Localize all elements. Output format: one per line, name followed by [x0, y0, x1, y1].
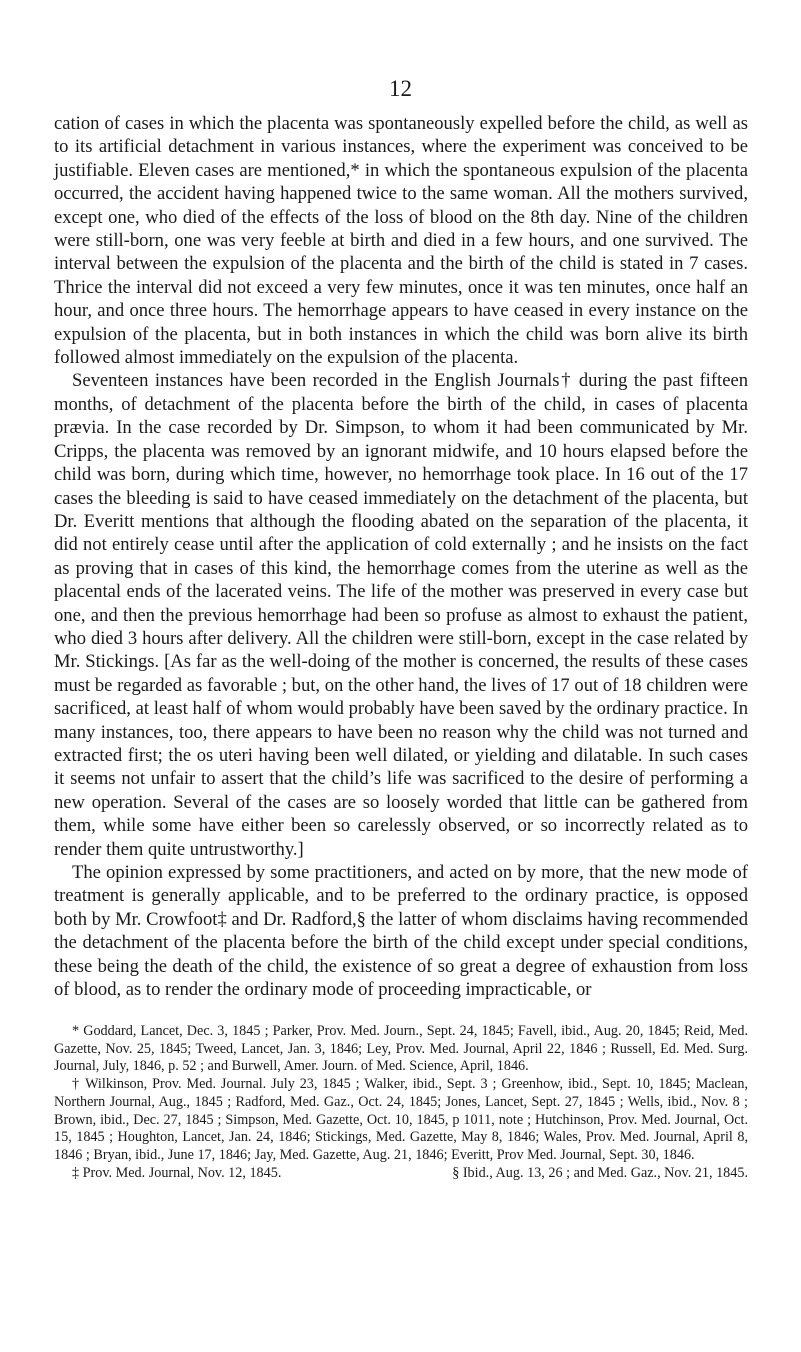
paragraph-3: The opinion expressed by some practitioners, and acted on by more, that the new mode of treatment is generally applicable, and to be preferred to the ordinary practice, is opposed both by Mr. Crowfoot‡ and Dr. Radford,§ the latter of whom disclaims having recommended the detachment of the placenta before the birth of the child except under special conditions, these being the death of the child, the existence of so great a degree of exhaustion from loss of blood, as to render the ordinary mode of proceeding impracticable, or [54, 862, 748, 1001]
footnote-star: * Goddard, Lancet, Dec. 3, 1845 ; Parker, Prov. Med. Journ., Sept. 24, 1845; Favell, ibid., Aug. 20, 1845; Reid, Med. Gazette, Nov. 25, 1845; Tweed, Lancet, Jan. 3, 1846; Ley, Prov. Med. Journal, April 22, 1846 ; Russell, Ed. Med. Surg. Journal, July, 1846, p. 52 ; and Burwell, Amer. Journ. of Med. Science, April, 1846. [54, 1023, 748, 1075]
footnote-double-dagger: ‡ Prov. Med. Journal, Nov. 12, 1845. [72, 1164, 282, 1181]
footnote-row [54, 1165, 748, 1183]
footnote-section: § Ibid., Aug. 13, 26 ; and Med. Gaz., Nov. 21, 1845. [452, 1164, 748, 1181]
footnote-dagger: † Wilkinson, Prov. Med. Journal. July 23, 1845 ; Walker, ibid., Sept. 3 ; Greenhow, ibid., Sept. 10, 1845; Maclean, Northern Journal, Aug., 1845 ; Radford, Med. Gaz., Oct. 24, 1845; Jones, Lancet, Sept. 27, 1845 ; Wells, ibid., Nov. 8 ; Brown, ibid., Dec. 27, 1845 ; Simpson, Med. Gazette, Oct. 10, 1845, p 1011, note ; Hutchinson, Prov. Med. Journal, Oct. 15, 1845 ; Houghton, Lancet, Jan. 24, 1846; Stickings, Med. Gazette, May 8, 1846; Wales, Prov. Med. Journal, April 8, 1846 ; Bryan, ibid., June 17, 1846; Jay, Med. Gazette, Aug. 21, 1846; Everitt, Prov Med. Journal, Sept. 30, 1846. [54, 1076, 748, 1163]
paragraph-2: Seventeen instances have been recorded in the English Journals† during the past fifteen months, of detachment of the placenta before the birth of the child, in cases of placenta prævia. In the case recorded by Dr. Simpson, to whom it had been communicated by Mr. Cripps, the placenta was removed by an ignorant midwife, and 10 hours elapsed before the child was born, during which time, however, no hemorrhage took place. In 16 out of the 17 cases the bleeding is said to have ceased immediately on the detachment of the placenta, but Dr. Everitt mentions that although the flooding abated on the separation of the placenta, it did not entirely cease until after the application of cold externally ; and he insists on the fact as proving that in cases of this kind, the hemorrhage comes from the uterine as well as the placental ends of the lacerated veins. The life of the mother was preserved in every case but one, and then the previous hemorrhage had been so profuse as almost to exhaust the patient, who died 3 hours after delivery. All the children were still-born, except in the case related by Mr. Stickings. [As far as the well-doing of the mother is concerned, the results of these cases must be regarded as favorable ; but, on the other hand, the lives of 17 out of 18 children were sacrificed, at least half of whom would probably have been saved by the ordinary practice. In many instances, too, there appears to have been no reason why the child was not turned and extracted first; the os uteri having been well dilated, or yielding and dilatable. In such cases it seems not unfair to assert that the child’s life was sacrificed to the desire of performing a new operation. Several of the cases are so loosely worded that little can be gathered from them, while some have either been so carelessly observed, or so incorrectly related as to render them quite untrustworthy.] [54, 370, 748, 860]
body-text [54, 112, 748, 1001]
page-number: 12 [389, 76, 412, 101]
paragraph-1: cation of cases in which the placenta was spontaneously expelled before the child, as well as to its artificial detachment in various instances, where the experiment was conceived to be justifiable. Eleven cases are mentioned,* in which the spontaneous expulsion of the placenta occurred, the accident having happened twice to the same woman. All the mothers survived, except one, who died of the effects of the loss of blood on the 8th day. Nine of the children were still-born, one was very feeble at birth and died in a few hours, and one survived. The interval between the expulsion of the placenta and the birth of the child is stated in 7 cases. Thrice the interval did not exceed a very few minutes, once it was ten minutes, once half an hour, and once three hours. The hemorrhage appears to have ceased in every instance on the expulsion of the placenta, but in both instances in which the child was born alive its birth followed almost immediately on the expulsion of the placenta. [54, 113, 748, 369]
footnotes [54, 1023, 748, 1182]
